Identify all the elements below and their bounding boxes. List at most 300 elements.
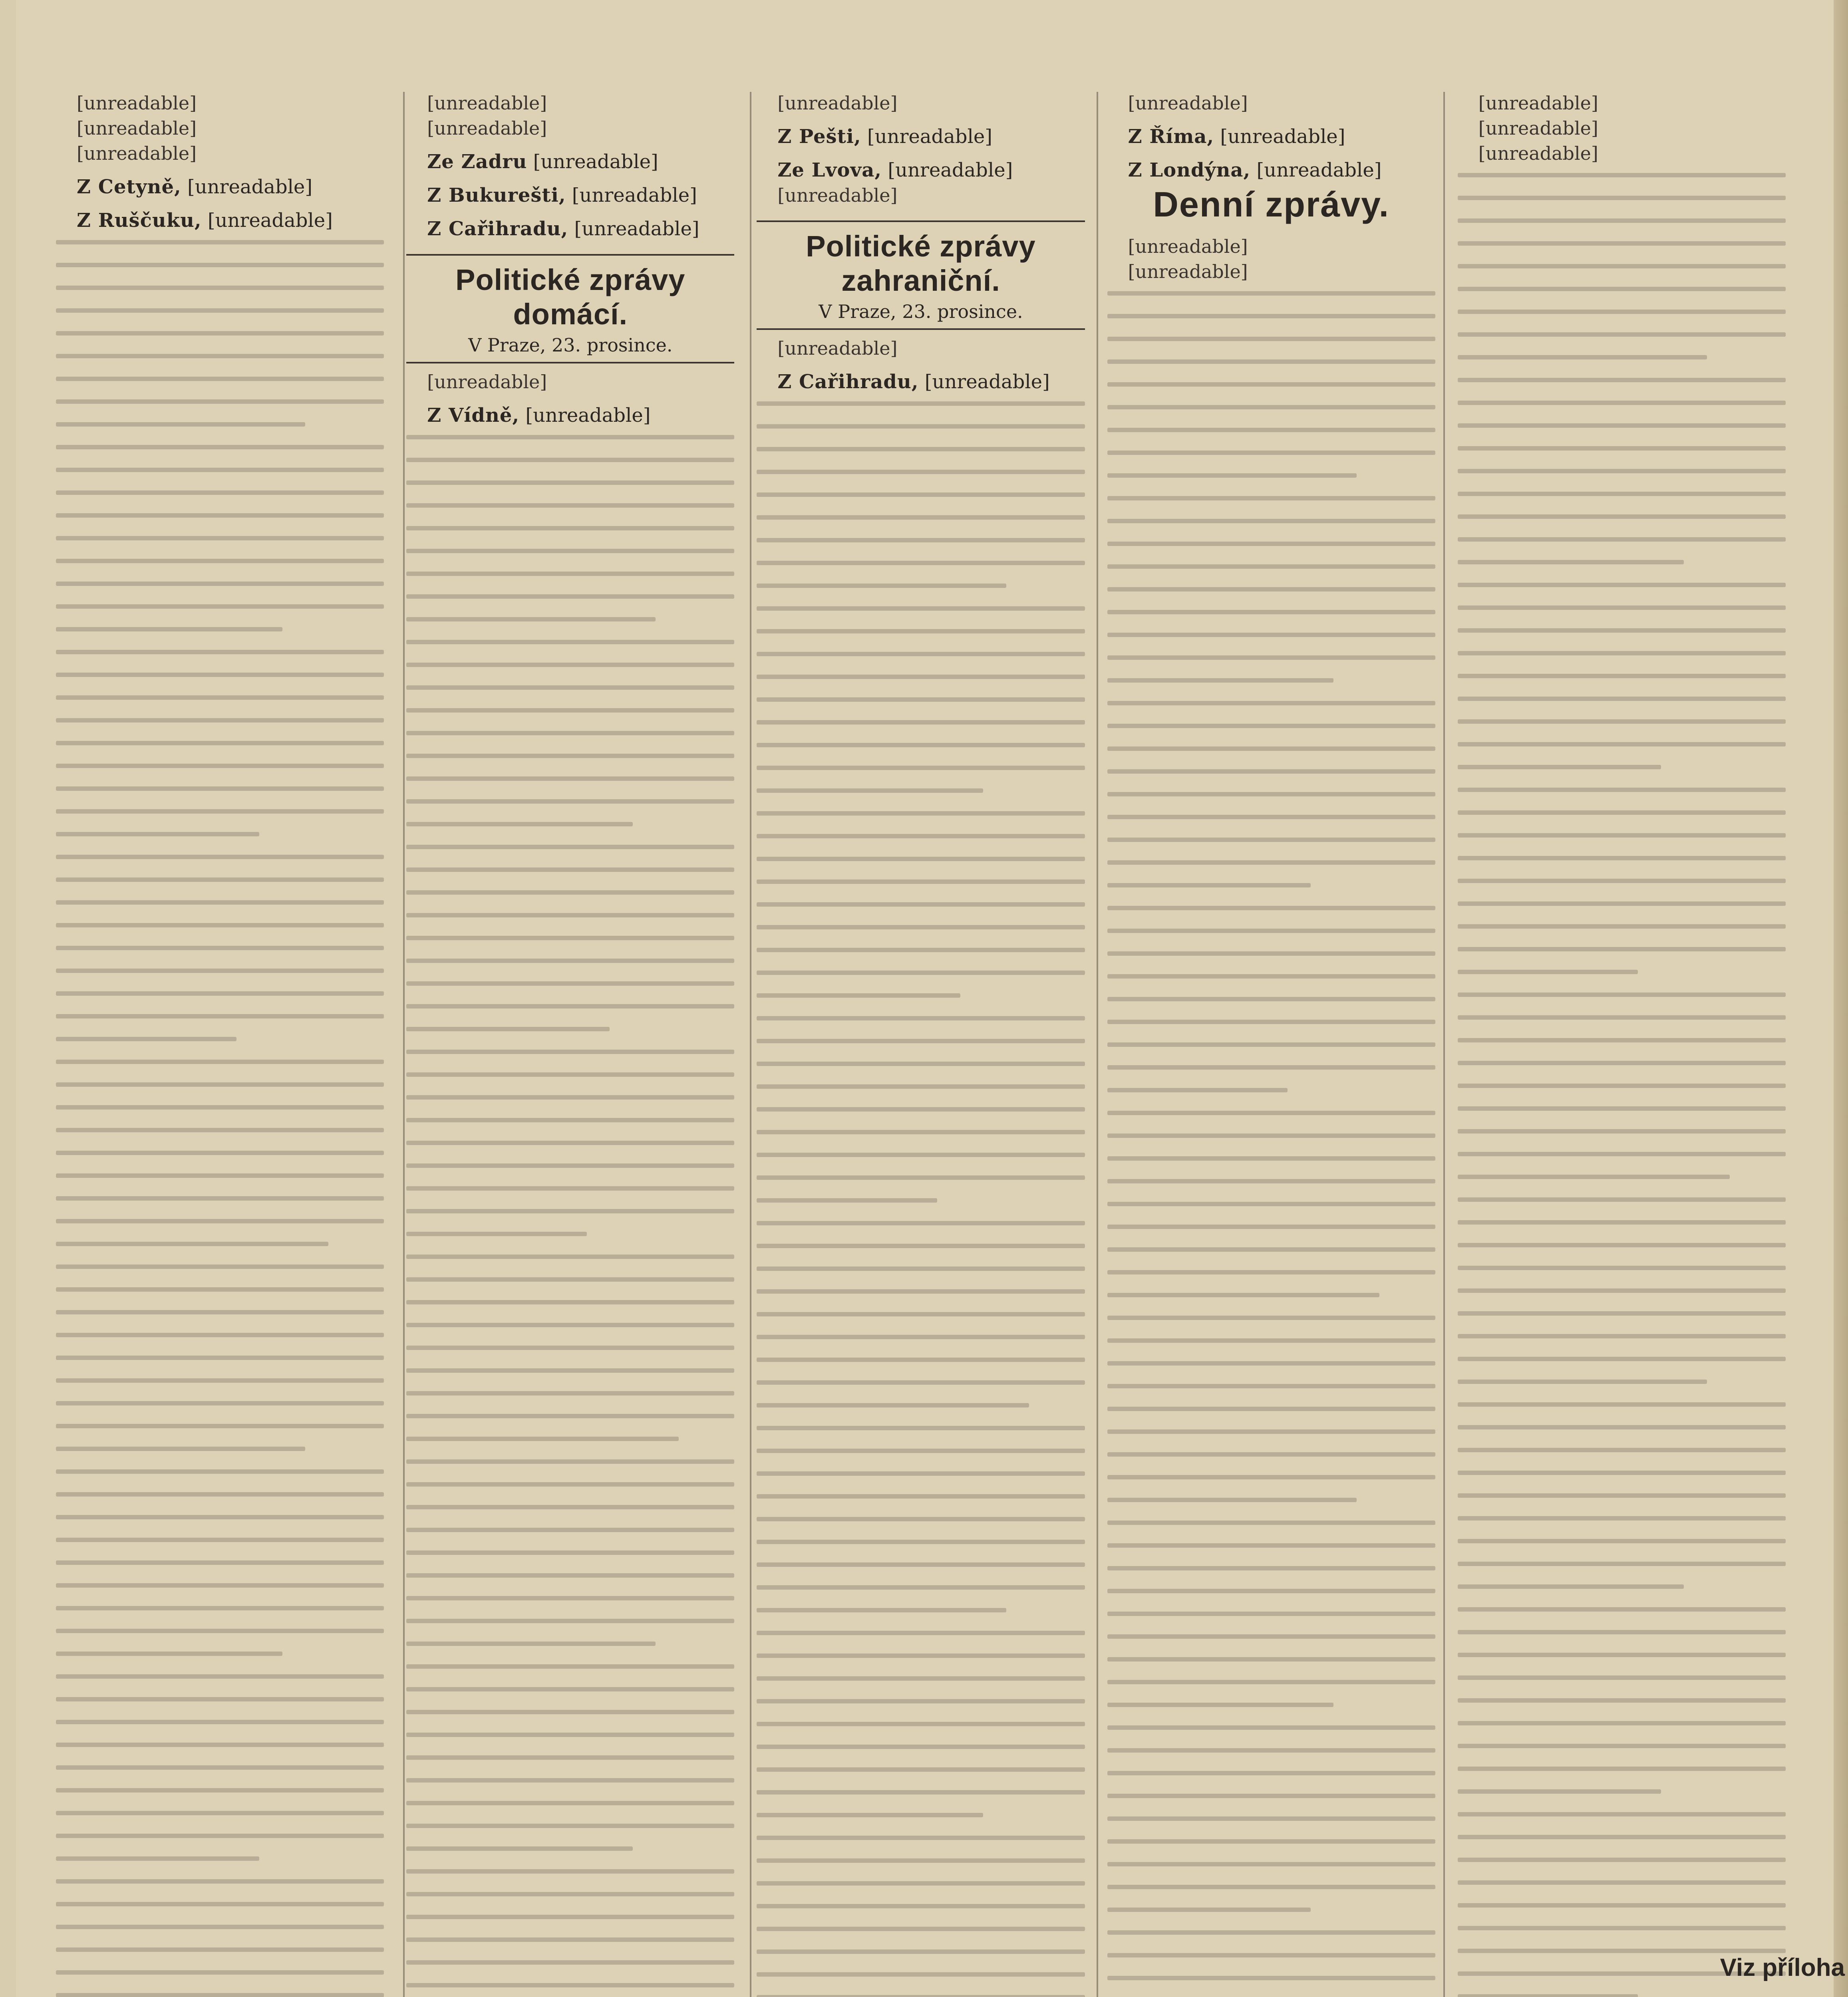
text-line-placeholder xyxy=(56,627,282,631)
text-line-placeholder xyxy=(1107,951,1435,956)
text-line-placeholder xyxy=(757,971,1085,975)
text-line-placeholder xyxy=(406,1027,610,1031)
text-line-placeholder xyxy=(1458,742,1786,746)
text-line-placeholder xyxy=(1458,1835,1786,1839)
text-line-placeholder xyxy=(56,673,384,677)
text-line-placeholder xyxy=(1107,314,1435,318)
text-line-placeholder xyxy=(757,1676,1085,1681)
text-line-placeholder xyxy=(1458,1493,1786,1498)
news-text: [unreadable] xyxy=(525,404,651,427)
text-line-placeholder xyxy=(1107,1407,1435,1411)
text-line-placeholder xyxy=(56,331,384,335)
text-line-placeholder xyxy=(56,377,384,381)
text-line-placeholder xyxy=(406,1505,734,1509)
text-line-placeholder xyxy=(56,240,384,244)
text-line-placeholder xyxy=(406,1209,734,1213)
text-line-placeholder xyxy=(1107,405,1435,409)
text-line-placeholder xyxy=(406,1642,656,1646)
text-line-placeholder xyxy=(406,754,734,758)
text-line-placeholder xyxy=(757,1016,1085,1020)
text-line-placeholder xyxy=(757,1266,1085,1271)
text-line-placeholder xyxy=(406,708,734,713)
text-line-placeholder xyxy=(1458,1038,1786,1042)
text-line-placeholder xyxy=(406,1733,734,1737)
text-line-placeholder xyxy=(757,1927,1085,1931)
text-line-placeholder xyxy=(1107,678,1334,683)
text-line-placeholder xyxy=(56,1515,384,1519)
text-line-placeholder xyxy=(1458,1607,1786,1612)
text-line-placeholder xyxy=(1458,1653,1786,1657)
dateline-place: Z Cařihradu, xyxy=(427,218,568,240)
text-line-placeholder xyxy=(56,1469,384,1474)
text-line-placeholder xyxy=(1458,1516,1786,1521)
text-line-placeholder xyxy=(56,1811,384,1815)
news-text: [unreadable] xyxy=(187,176,313,198)
text-line-placeholder xyxy=(56,969,384,973)
text-line-placeholder xyxy=(56,832,259,836)
text-line-placeholder xyxy=(757,902,1085,907)
text-line-placeholder xyxy=(1107,1293,1380,1297)
text-line-placeholder xyxy=(56,1925,384,1929)
text-line-placeholder xyxy=(1458,1903,1786,1908)
text-line-placeholder xyxy=(1107,701,1435,705)
text-line-placeholder xyxy=(406,936,734,940)
text-line-placeholder xyxy=(56,422,305,427)
section-dateline: V Praze, 23. prosince. xyxy=(468,334,673,356)
text-line-placeholder xyxy=(56,1082,384,1087)
section-title-daily-news: Denní zprávy. xyxy=(1153,185,1390,224)
text-line-placeholder xyxy=(406,1710,734,1714)
news-text: [unreadable] xyxy=(1256,159,1382,181)
text-line-placeholder xyxy=(757,834,1085,838)
news-text: [unreadable] xyxy=(533,151,658,173)
text-line-placeholder xyxy=(1107,1612,1435,1616)
text-line-placeholder xyxy=(1458,1880,1786,1885)
text-line-placeholder xyxy=(757,1858,1085,1863)
article-paragraph: [unreadable] xyxy=(1128,236,1248,257)
text-line-placeholder xyxy=(1107,1042,1435,1047)
text-line-placeholder xyxy=(757,492,1085,497)
text-line-placeholder xyxy=(1107,1703,1334,1707)
text-line-placeholder xyxy=(406,526,734,530)
text-line-placeholder xyxy=(56,1128,384,1132)
text-line-placeholder xyxy=(406,1755,734,1760)
text-line-placeholder xyxy=(1107,473,1357,478)
text-line-placeholder xyxy=(757,424,1085,429)
dateline-place: Ze Zadru xyxy=(427,151,527,173)
news-text: [unreadable] xyxy=(572,184,697,206)
text-line-placeholder xyxy=(1107,451,1435,455)
text-line-placeholder xyxy=(757,1540,1085,1544)
text-line-placeholder xyxy=(406,1915,734,1919)
dateline-place: Ze Lvova, xyxy=(777,159,882,181)
text-line-placeholder xyxy=(56,946,384,950)
text-line-placeholder xyxy=(406,1437,679,1441)
unreadable-text-block xyxy=(1107,291,1435,1997)
text-line-placeholder xyxy=(757,1107,1085,1112)
text-line-placeholder xyxy=(1458,1311,1786,1316)
text-line-placeholder xyxy=(757,1335,1085,1339)
text-line-placeholder xyxy=(757,1517,1085,1521)
text-line-placeholder xyxy=(1458,810,1786,815)
text-line-placeholder xyxy=(1107,1680,1435,1684)
text-line-placeholder xyxy=(1107,883,1311,887)
text-line-placeholder xyxy=(406,1778,734,1783)
text-line-placeholder xyxy=(406,1414,734,1418)
text-line-placeholder xyxy=(56,1583,384,1588)
text-line-placeholder xyxy=(56,1310,384,1314)
text-line-placeholder xyxy=(1458,1721,1786,1725)
text-line-placeholder xyxy=(406,503,734,508)
text-line-placeholder xyxy=(1107,1020,1435,1024)
article-paragraph: [unreadable] xyxy=(1478,117,1598,139)
text-line-placeholder xyxy=(56,1652,282,1656)
text-line-placeholder xyxy=(406,1323,734,1327)
text-line-placeholder xyxy=(56,1037,236,1041)
text-line-placeholder xyxy=(757,1426,1085,1430)
text-line-placeholder xyxy=(406,845,734,849)
text-line-placeholder xyxy=(1458,879,1786,883)
text-line-placeholder xyxy=(406,1255,734,1259)
text-line-placeholder xyxy=(1107,1133,1435,1138)
text-line-placeholder xyxy=(757,766,1085,770)
text-line-placeholder xyxy=(1458,1266,1786,1270)
text-line-placeholder xyxy=(1458,378,1786,382)
text-line-placeholder xyxy=(56,1674,384,1679)
text-line-placeholder xyxy=(406,1937,734,1942)
text-line-placeholder xyxy=(1107,655,1435,660)
text-line-placeholder xyxy=(56,1105,384,1110)
text-line-placeholder xyxy=(1107,382,1435,387)
text-line-placeholder xyxy=(1107,1338,1435,1343)
text-line-placeholder xyxy=(1107,1976,1435,1980)
section-header-foreign xyxy=(757,220,1085,330)
text-line-placeholder xyxy=(56,1014,384,1018)
text-line-placeholder xyxy=(56,1242,328,1246)
text-line-placeholder xyxy=(1458,355,1707,359)
text-line-placeholder xyxy=(757,1790,1085,1795)
column-4 xyxy=(1107,92,1435,1997)
text-line-placeholder xyxy=(1107,1429,1435,1434)
text-line-placeholder xyxy=(757,1881,1085,1886)
news-text: [unreadable] xyxy=(1220,125,1345,148)
text-line-placeholder xyxy=(406,731,734,735)
text-line-placeholder xyxy=(406,1801,734,1805)
text-line-placeholder xyxy=(757,1904,1085,1908)
text-line-placeholder xyxy=(757,1585,1085,1590)
text-line-placeholder xyxy=(757,1244,1085,1248)
text-line-placeholder xyxy=(56,1743,384,1747)
text-line-placeholder xyxy=(757,720,1085,725)
text-line-placeholder xyxy=(1107,1634,1435,1639)
text-line-placeholder xyxy=(406,1960,734,1965)
text-line-placeholder xyxy=(56,536,384,540)
text-line-placeholder xyxy=(1107,1953,1435,1957)
text-line-placeholder xyxy=(757,1608,1006,1612)
text-line-placeholder xyxy=(406,1391,734,1396)
text-line-placeholder xyxy=(56,923,384,927)
text-line-placeholder xyxy=(757,1722,1085,1726)
text-line-placeholder xyxy=(56,1447,305,1451)
text-line-placeholder xyxy=(757,515,1085,520)
text-line-placeholder xyxy=(406,981,734,986)
text-line-placeholder xyxy=(56,354,384,358)
section-title: Politické zprávy domácí. xyxy=(455,263,686,331)
text-line-placeholder xyxy=(757,879,1085,884)
dateline-place: Z Bukurešti, xyxy=(427,184,566,206)
text-line-placeholder xyxy=(757,1289,1085,1294)
text-line-placeholder xyxy=(1458,1812,1786,1816)
text-line-placeholder xyxy=(406,1573,734,1578)
unreadable-text-block xyxy=(1458,173,1786,1997)
columns xyxy=(56,92,1786,1997)
text-line-placeholder xyxy=(406,1141,734,1145)
text-line-placeholder xyxy=(757,1494,1085,1499)
article-paragraph: [unreadable] xyxy=(777,92,898,114)
column-2 xyxy=(406,92,734,1997)
text-line-placeholder xyxy=(1107,746,1435,751)
text-line-placeholder xyxy=(1458,970,1638,974)
text-line-placeholder xyxy=(406,1846,633,1851)
text-line-placeholder xyxy=(1107,1908,1311,1912)
text-line-placeholder xyxy=(56,1173,384,1178)
text-line-placeholder xyxy=(1107,1885,1435,1889)
text-line-placeholder xyxy=(406,822,633,826)
text-line-placeholder xyxy=(1107,1748,1435,1753)
text-line-placeholder xyxy=(1107,906,1435,910)
text-line-placeholder xyxy=(56,1879,384,1884)
text-line-placeholder xyxy=(1458,605,1786,610)
text-line-placeholder xyxy=(1458,1448,1786,1452)
section-header-domestic xyxy=(406,254,734,363)
text-line-placeholder xyxy=(1107,291,1435,296)
text-line-placeholder xyxy=(1458,765,1661,769)
text-line-placeholder xyxy=(757,1221,1085,1225)
text-line-placeholder xyxy=(1458,1630,1786,1634)
text-line-placeholder xyxy=(406,1550,734,1555)
text-line-placeholder xyxy=(1107,633,1435,637)
text-line-placeholder xyxy=(1458,241,1786,246)
article-paragraph: [unreadable] xyxy=(777,337,898,359)
news-text: [unreadable] xyxy=(207,209,333,232)
text-line-placeholder xyxy=(757,743,1085,747)
text-line-placeholder xyxy=(56,1060,384,1064)
column-1 xyxy=(56,92,384,1997)
text-line-placeholder xyxy=(406,867,734,872)
text-line-placeholder xyxy=(757,857,1085,861)
text-line-placeholder xyxy=(56,468,384,472)
news-text: [unreadable] xyxy=(924,371,1050,393)
text-line-placeholder xyxy=(757,1062,1085,1066)
text-line-placeholder xyxy=(406,1004,734,1008)
news-item xyxy=(406,184,734,207)
text-line-placeholder xyxy=(1458,1357,1786,1361)
text-line-placeholder xyxy=(406,1687,734,1691)
text-line-placeholder xyxy=(1458,560,1684,564)
text-line-placeholder xyxy=(1107,1384,1435,1388)
text-line-placeholder xyxy=(56,991,384,996)
text-line-placeholder xyxy=(757,788,983,793)
article-paragraph: [unreadable] xyxy=(1128,92,1248,114)
text-line-placeholder xyxy=(1107,1543,1435,1548)
text-line-placeholder xyxy=(1107,1202,1435,1206)
text-line-placeholder xyxy=(757,401,1085,406)
article-paragraph: [unreadable] xyxy=(1478,92,1598,114)
text-line-placeholder xyxy=(1458,1084,1786,1088)
text-line-placeholder xyxy=(56,718,384,723)
text-line-placeholder xyxy=(56,1970,384,1975)
news-item xyxy=(757,125,1085,148)
news-text: [unreadable] xyxy=(888,159,1013,181)
text-line-placeholder xyxy=(1107,587,1435,592)
text-line-placeholder xyxy=(56,877,384,882)
text-line-placeholder xyxy=(1107,1065,1435,1070)
text-line-placeholder xyxy=(406,1118,734,1122)
text-line-placeholder xyxy=(757,925,1085,929)
text-line-placeholder xyxy=(56,1765,384,1770)
text-line-placeholder xyxy=(1107,337,1435,341)
text-line-placeholder xyxy=(406,1983,734,1987)
text-line-placeholder xyxy=(1458,651,1786,655)
text-line-placeholder xyxy=(56,582,384,586)
text-line-placeholder xyxy=(56,1356,384,1360)
text-line-placeholder xyxy=(757,1562,1085,1567)
text-line-placeholder xyxy=(406,1619,734,1623)
unreadable-text-block xyxy=(757,401,1085,1997)
text-line-placeholder xyxy=(1107,1725,1435,1730)
text-line-placeholder xyxy=(757,1654,1085,1658)
text-line-placeholder xyxy=(56,786,384,791)
text-line-placeholder xyxy=(1107,1225,1435,1229)
text-line-placeholder xyxy=(56,1538,384,1542)
text-line-placeholder xyxy=(1458,446,1786,451)
dateline-place: Z Pešti, xyxy=(777,125,861,148)
text-line-placeholder xyxy=(56,1947,384,1952)
news-item xyxy=(56,175,384,199)
text-line-placeholder xyxy=(757,447,1085,451)
text-line-placeholder xyxy=(1458,1288,1786,1293)
text-line-placeholder xyxy=(56,764,384,768)
text-line-placeholder xyxy=(1458,310,1786,314)
text-line-placeholder xyxy=(56,1720,384,1724)
text-line-placeholder xyxy=(1107,769,1435,774)
text-line-placeholder xyxy=(1458,833,1786,838)
article-paragraph: [unreadable] xyxy=(1128,261,1248,282)
news-text: [unreadable] xyxy=(574,218,699,240)
article-paragraph: [unreadable] xyxy=(427,117,547,139)
news-item xyxy=(1107,125,1435,148)
text-line-placeholder xyxy=(1107,1589,1435,1593)
text-line-placeholder xyxy=(1458,901,1786,906)
dateline-place: Z Vídně, xyxy=(427,404,520,427)
text-line-placeholder xyxy=(56,1834,384,1838)
text-line-placeholder xyxy=(1458,1767,1786,1771)
text-line-placeholder xyxy=(1458,993,1786,997)
text-line-placeholder xyxy=(1107,815,1435,819)
text-line-placeholder xyxy=(1107,1839,1435,1844)
text-line-placeholder xyxy=(56,855,384,859)
text-line-placeholder xyxy=(56,1265,384,1269)
text-line-placeholder xyxy=(1458,1061,1786,1065)
text-line-placeholder xyxy=(406,1346,734,1350)
text-line-placeholder xyxy=(1107,860,1435,865)
text-line-placeholder xyxy=(1458,401,1786,405)
text-line-placeholder xyxy=(56,1378,384,1383)
text-line-placeholder xyxy=(56,1333,384,1337)
text-line-placeholder xyxy=(1107,1270,1435,1274)
text-line-placeholder xyxy=(1458,719,1786,724)
text-line-placeholder xyxy=(1458,1562,1786,1566)
text-line-placeholder xyxy=(1107,1111,1435,1115)
text-line-placeholder xyxy=(1458,1994,1638,1997)
text-line-placeholder xyxy=(1458,1402,1786,1407)
section-title: Politické zprávy zahraniční. xyxy=(806,230,1036,297)
unreadable-text-block xyxy=(56,240,384,1997)
text-line-placeholder xyxy=(1458,1539,1786,1543)
text-line-placeholder xyxy=(1107,1657,1435,1662)
text-line-placeholder xyxy=(406,799,734,804)
text-line-placeholder xyxy=(1458,264,1786,268)
text-line-placeholder xyxy=(406,890,734,895)
text-line-placeholder xyxy=(406,1072,734,1077)
news-text: [unreadable] xyxy=(867,125,992,148)
news-item xyxy=(406,150,734,173)
text-line-placeholder xyxy=(56,1993,384,1997)
news-item xyxy=(757,159,1085,182)
text-line-placeholder xyxy=(56,559,384,563)
text-line-placeholder xyxy=(56,695,384,700)
text-line-placeholder xyxy=(1458,674,1786,678)
text-line-placeholder xyxy=(56,604,384,609)
text-line-placeholder xyxy=(1458,1789,1661,1794)
text-line-placeholder xyxy=(757,1039,1085,1043)
text-line-placeholder xyxy=(406,1095,734,1100)
column-5 xyxy=(1458,92,1786,1997)
text-line-placeholder xyxy=(56,1606,384,1610)
text-line-placeholder xyxy=(56,1196,384,1201)
text-line-placeholder xyxy=(1458,332,1786,337)
text-line-placeholder xyxy=(406,1050,734,1054)
text-line-placeholder xyxy=(1458,1675,1786,1680)
text-line-placeholder xyxy=(757,1198,937,1203)
text-line-placeholder xyxy=(406,1664,734,1669)
text-line-placeholder xyxy=(56,1219,384,1223)
text-line-placeholder xyxy=(757,697,1085,702)
text-line-placeholder xyxy=(1458,1175,1730,1179)
text-line-placeholder xyxy=(1458,173,1786,177)
text-line-placeholder xyxy=(1458,1380,1707,1384)
text-line-placeholder xyxy=(1107,1498,1357,1502)
text-line-placeholder xyxy=(757,1631,1085,1635)
text-line-placeholder xyxy=(56,1697,384,1701)
text-line-placeholder xyxy=(757,1312,1085,1316)
text-line-placeholder xyxy=(1107,1179,1435,1183)
text-line-placeholder xyxy=(1107,519,1435,523)
text-line-placeholder xyxy=(406,959,734,963)
text-line-placeholder xyxy=(56,1401,384,1405)
text-line-placeholder xyxy=(1458,697,1786,701)
text-line-placeholder xyxy=(1458,287,1786,291)
text-line-placeholder xyxy=(1458,628,1786,633)
text-line-placeholder xyxy=(1458,924,1786,929)
text-line-placeholder xyxy=(757,1380,1085,1385)
text-line-placeholder xyxy=(1107,610,1435,614)
text-line-placeholder xyxy=(1458,196,1786,200)
text-line-placeholder xyxy=(406,480,734,485)
text-line-placeholder xyxy=(757,1449,1085,1453)
dateline-place: Z Ruščuku, xyxy=(77,209,202,232)
text-line-placeholder xyxy=(757,1358,1085,1362)
